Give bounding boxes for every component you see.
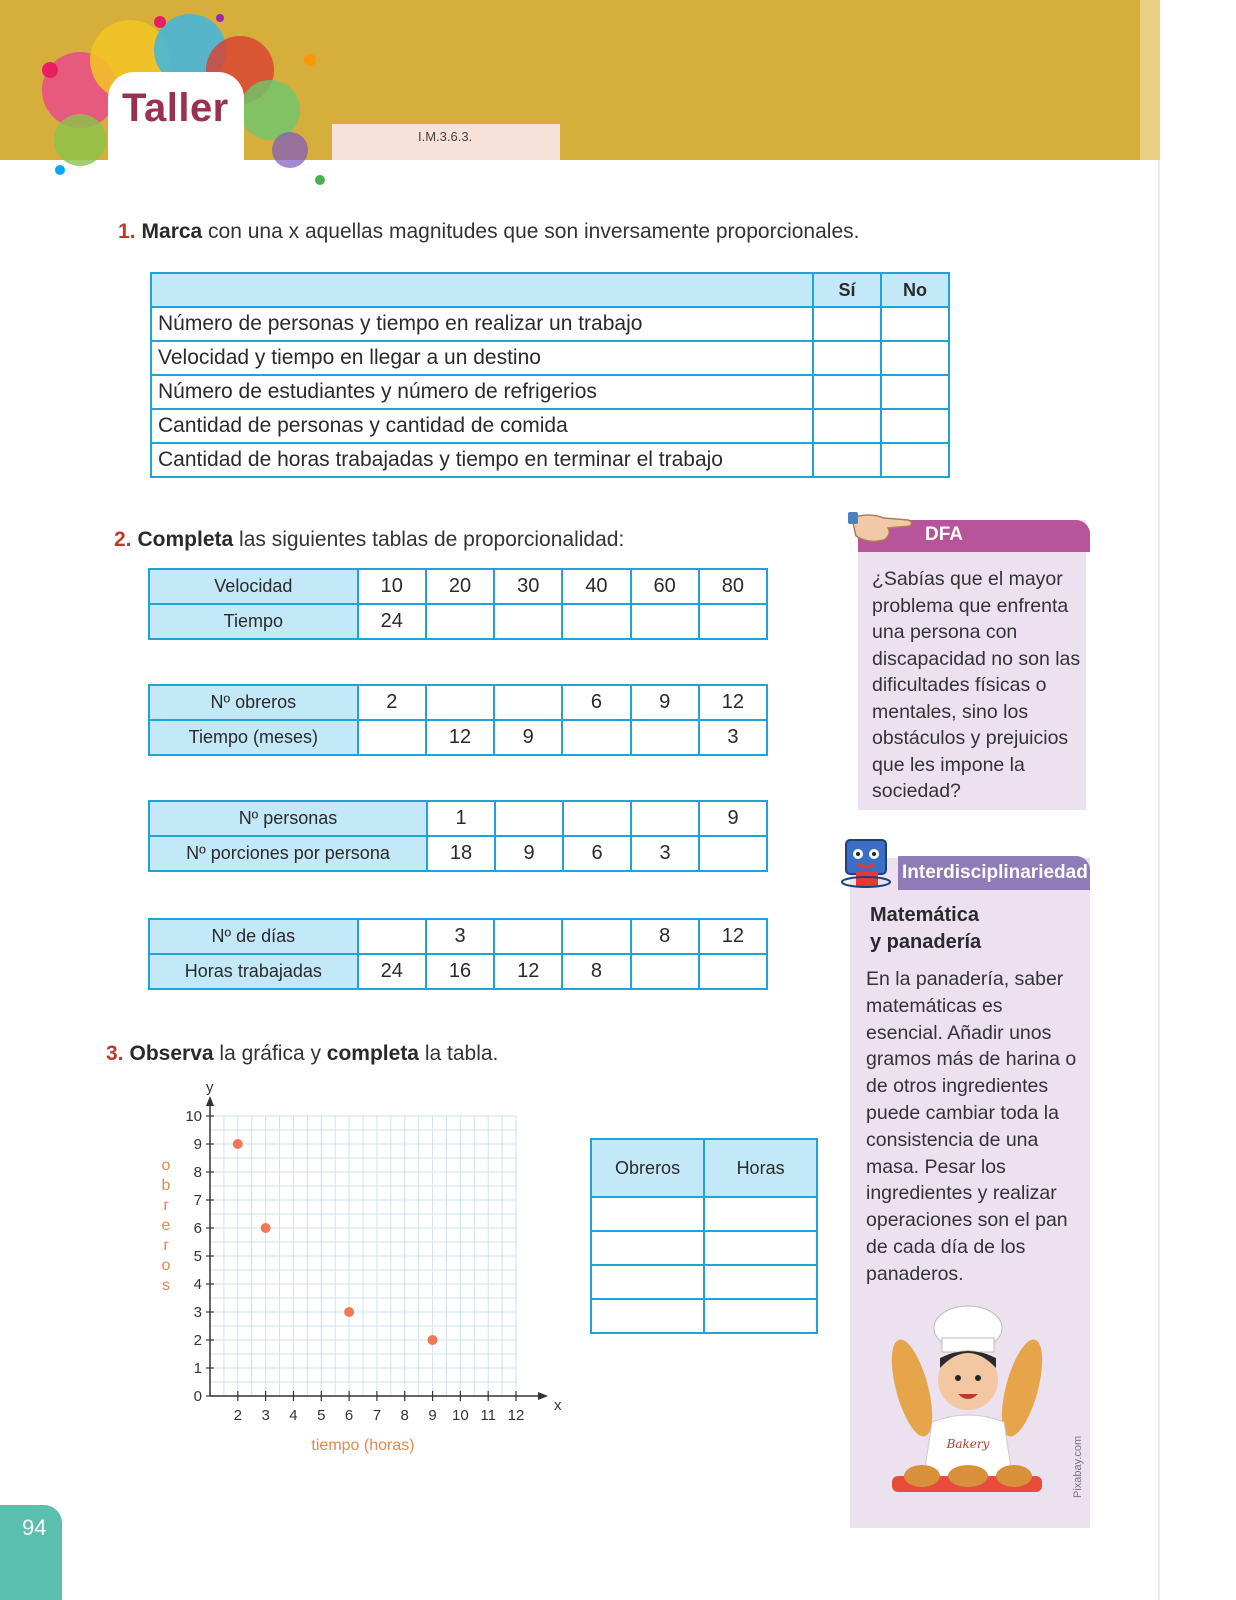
table-cell[interactable]: 16 <box>426 954 494 989</box>
answer-cell-si[interactable] <box>813 307 881 341</box>
table-cell[interactable]: 6 <box>562 685 630 720</box>
table-cell[interactable]: 3 <box>699 720 767 755</box>
table-row <box>591 1265 817 1299</box>
table-row <box>149 685 767 720</box>
y-axis-arrow-icon <box>206 1096 214 1106</box>
question-1-heading <box>118 220 859 244</box>
table-row <box>149 801 767 836</box>
x-tick-label: 9 <box>428 1407 437 1424</box>
proportion-table-days <box>148 918 768 990</box>
row-label: Tiempo <box>149 604 358 639</box>
table-header-row <box>151 273 949 307</box>
header-band-edge <box>1140 0 1160 160</box>
answer-cell-no[interactable] <box>881 375 949 409</box>
page-number: 94 <box>22 1515 47 1540</box>
row-label: Cantidad de horas trabajadas y tiempo en terminar el trabajo <box>151 443 813 477</box>
table-cell[interactable] <box>631 954 699 989</box>
table-cell[interactable]: 8 <box>562 954 630 989</box>
y-tick-label: 10 <box>185 1108 202 1125</box>
table-cell[interactable] <box>699 604 767 639</box>
page-title: Taller <box>122 86 229 130</box>
x-tick-label: 4 <box>289 1407 298 1424</box>
table-header-row <box>591 1139 817 1197</box>
y-tick-label: 8 <box>193 1164 202 1181</box>
table-row <box>151 443 949 477</box>
y-tick-label: 4 <box>193 1276 202 1293</box>
header-blank-cell <box>151 273 813 307</box>
y-tick-label: 6 <box>193 1220 202 1237</box>
table-cell[interactable] <box>494 685 562 720</box>
row-label: Velocidad y tiempo en llegar a un destino <box>151 341 813 375</box>
table-cell[interactable]: 24 <box>358 954 426 989</box>
y-tick-label: 2 <box>193 1332 202 1349</box>
table-cell[interactable]: 6 <box>563 836 631 871</box>
table-cell[interactable] <box>494 604 562 639</box>
question-number: 2. <box>114 528 132 551</box>
x-axis-label: tiempo (horas) <box>311 1437 415 1454</box>
table-cell[interactable] <box>591 1231 704 1265</box>
header-no: No <box>881 273 949 307</box>
inverse-proportion-table <box>150 272 950 478</box>
answer-cell-no[interactable] <box>881 443 949 477</box>
question-2-heading <box>114 528 624 552</box>
answer-cell-no[interactable] <box>881 341 949 375</box>
interdisciplinary-text: En la panadería, saber matemáticas es esencial. Añadir unos gramos más de harina o de otros ingredientes puede cambiar toda la consistencia de una masa. Pesar los ingredientes y realizar operaciones son el pan de cada día de los panaderos. <box>866 968 1077 1285</box>
hand-icon <box>848 508 918 548</box>
table-cell[interactable] <box>704 1231 817 1265</box>
x-tick-label: 2 <box>233 1407 242 1424</box>
baker-illustration <box>872 1298 1062 1518</box>
row-label: Nº obreros <box>149 685 358 720</box>
row-label: Nº de días <box>149 919 358 954</box>
table-cell: 40 <box>562 569 630 604</box>
table-cell[interactable]: 8 <box>631 919 699 954</box>
table-cell: 60 <box>631 569 699 604</box>
table-row <box>149 569 767 604</box>
table-cell[interactable] <box>699 954 767 989</box>
table-row <box>591 1299 817 1333</box>
answer-cell-si[interactable] <box>813 409 881 443</box>
data-point <box>428 1335 438 1345</box>
y-tick-label: 3 <box>193 1304 202 1321</box>
data-point <box>261 1223 271 1233</box>
table-cell[interactable] <box>699 836 767 871</box>
table-cell: 30 <box>494 569 562 604</box>
answer-cell-si[interactable] <box>813 443 881 477</box>
question-number: 3. <box>106 1042 124 1065</box>
table-row <box>151 307 949 341</box>
table-cell[interactable] <box>591 1197 704 1231</box>
question-text: las siguientes tablas de proporcionalidad: <box>233 528 625 551</box>
workers-hours-table <box>590 1138 818 1334</box>
table-cell[interactable] <box>358 919 426 954</box>
y-tick-label: 5 <box>193 1248 202 1265</box>
table-row <box>149 919 767 954</box>
x-tick-label: 7 <box>372 1407 382 1424</box>
dfa-title: DFA <box>925 524 963 545</box>
data-point <box>233 1139 243 1149</box>
table-cell[interactable] <box>704 1197 817 1231</box>
x-tick-label: 5 <box>317 1407 326 1424</box>
answer-cell-no[interactable] <box>881 307 949 341</box>
table-cell[interactable]: 9 <box>494 720 562 755</box>
table-cell[interactable]: 24 <box>358 604 426 639</box>
data-point <box>344 1307 354 1317</box>
table-cell[interactable] <box>591 1299 704 1333</box>
answer-cell-si[interactable] <box>813 341 881 375</box>
table-cell[interactable] <box>562 720 630 755</box>
x-tick-label: 8 <box>400 1407 409 1424</box>
table-cell[interactable]: 9 <box>631 685 699 720</box>
question-3-heading <box>106 1042 498 1066</box>
y-tick-label: 0 <box>193 1388 202 1405</box>
question-verb: completa <box>326 1042 419 1065</box>
x-tick-label: 12 <box>507 1407 525 1424</box>
table-cell[interactable]: 3 <box>426 919 494 954</box>
table-cell[interactable] <box>631 720 699 755</box>
table-cell[interactable] <box>704 1299 817 1333</box>
answer-cell-si[interactable] <box>813 375 881 409</box>
y-tick-label: 7 <box>193 1192 202 1209</box>
table-cell[interactable]: 1 <box>427 801 495 836</box>
dfa-text: ¿Sabías que el mayor problema que enfrenta una persona con discapacidad no son las dificultades físicas o mentales, sino los obstáculos y prejuicios que les impone la sociedad? <box>872 568 1081 802</box>
row-label: Tiempo (meses) <box>149 720 358 755</box>
interdisciplinary-title: Interdisciplinariedad <box>902 862 1088 883</box>
image-credit: Pixabay.com <box>1072 1435 1084 1498</box>
table-cell[interactable] <box>495 801 563 836</box>
y-axis-letter: y <box>206 1079 214 1096</box>
row-label: Velocidad <box>149 569 358 604</box>
table-cell[interactable] <box>631 801 699 836</box>
x-tick-label: 11 <box>480 1407 496 1424</box>
table-cell[interactable] <box>562 604 630 639</box>
subtitle-line: Matemática <box>870 904 979 926</box>
row-label: Número de estudiantes y número de refrigerios <box>151 375 813 409</box>
y-tick-label: 9 <box>193 1136 202 1153</box>
interdisciplinary-subtitle <box>870 902 981 956</box>
table-row <box>591 1197 817 1231</box>
table-cell[interactable] <box>631 604 699 639</box>
table-row <box>151 409 949 443</box>
table-cell[interactable]: 12 <box>426 720 494 755</box>
x-tick-label: 6 <box>344 1407 354 1424</box>
table-cell[interactable]: 9 <box>495 836 563 871</box>
table-cell[interactable] <box>426 685 494 720</box>
skill-code: I.M.3.6.3. <box>418 129 473 144</box>
table-cell[interactable] <box>426 604 494 639</box>
x-axis-arrow-icon <box>538 1392 548 1400</box>
header-si: Sí <box>813 273 881 307</box>
table-row <box>151 375 949 409</box>
apron-text: Bakery <box>946 1437 990 1451</box>
table-cell[interactable]: 12 <box>494 954 562 989</box>
table-cell[interactable]: 12 <box>699 685 767 720</box>
proportion-table-velocity <box>148 568 768 640</box>
question-text: la tabla. <box>419 1042 499 1065</box>
table-row <box>149 720 767 755</box>
question-number: 1. <box>118 220 136 243</box>
table-cell[interactable] <box>704 1265 817 1299</box>
question-verb: Marca <box>141 220 203 243</box>
table-cell[interactable] <box>494 919 562 954</box>
x-axis-letter: x <box>554 1397 562 1414</box>
header-horas: Horas <box>704 1139 817 1197</box>
table-row <box>591 1231 817 1265</box>
subtitle-line: y panadería <box>870 931 982 953</box>
table-cell[interactable]: 18 <box>427 836 495 871</box>
table-row <box>149 836 767 871</box>
table-cell[interactable]: 12 <box>699 919 767 954</box>
proportion-table-workers <box>148 684 768 756</box>
question-text: la gráfica y <box>213 1042 327 1065</box>
table-cell[interactable] <box>358 720 426 755</box>
table-cell: 20 <box>426 569 494 604</box>
question-verb: Observa <box>129 1042 214 1065</box>
table-cell[interactable] <box>563 801 631 836</box>
x-tick-label: 3 <box>261 1407 270 1424</box>
x-tick-label: 10 <box>452 1407 469 1424</box>
row-label: Número de personas y tiempo en realizar un trabajo <box>151 307 813 341</box>
table-cell[interactable] <box>562 919 630 954</box>
table-row <box>151 341 949 375</box>
scatter-chart <box>150 1079 580 1490</box>
book-character-icon <box>836 832 900 896</box>
table-cell[interactable]: 2 <box>358 685 426 720</box>
table-cell[interactable]: 3 <box>631 836 699 871</box>
page-edge-line <box>1158 160 1160 1600</box>
table-cell[interactable]: 9 <box>699 801 767 836</box>
row-label: Nº porciones por persona <box>149 836 427 871</box>
row-label: Horas trabajadas <box>149 954 358 989</box>
answer-cell-no[interactable] <box>881 409 949 443</box>
proportion-table-portions <box>148 800 768 872</box>
table-cell: 10 <box>358 569 426 604</box>
question-verb: Completa <box>137 528 234 551</box>
row-label: Nº personas <box>149 801 427 836</box>
y-tick-label: 1 <box>193 1360 202 1377</box>
table-row <box>149 954 767 989</box>
table-row <box>149 604 767 639</box>
header-obreros: Obreros <box>591 1139 704 1197</box>
table-cell: 80 <box>699 569 767 604</box>
y-axis-label: o b r e r o s <box>161 1157 171 1294</box>
table-cell[interactable] <box>591 1265 704 1299</box>
question-text: con una x aquellas magnitudes que son inversamente proporcionales. <box>202 220 860 243</box>
row-label: Cantidad de personas y cantidad de comida <box>151 409 813 443</box>
